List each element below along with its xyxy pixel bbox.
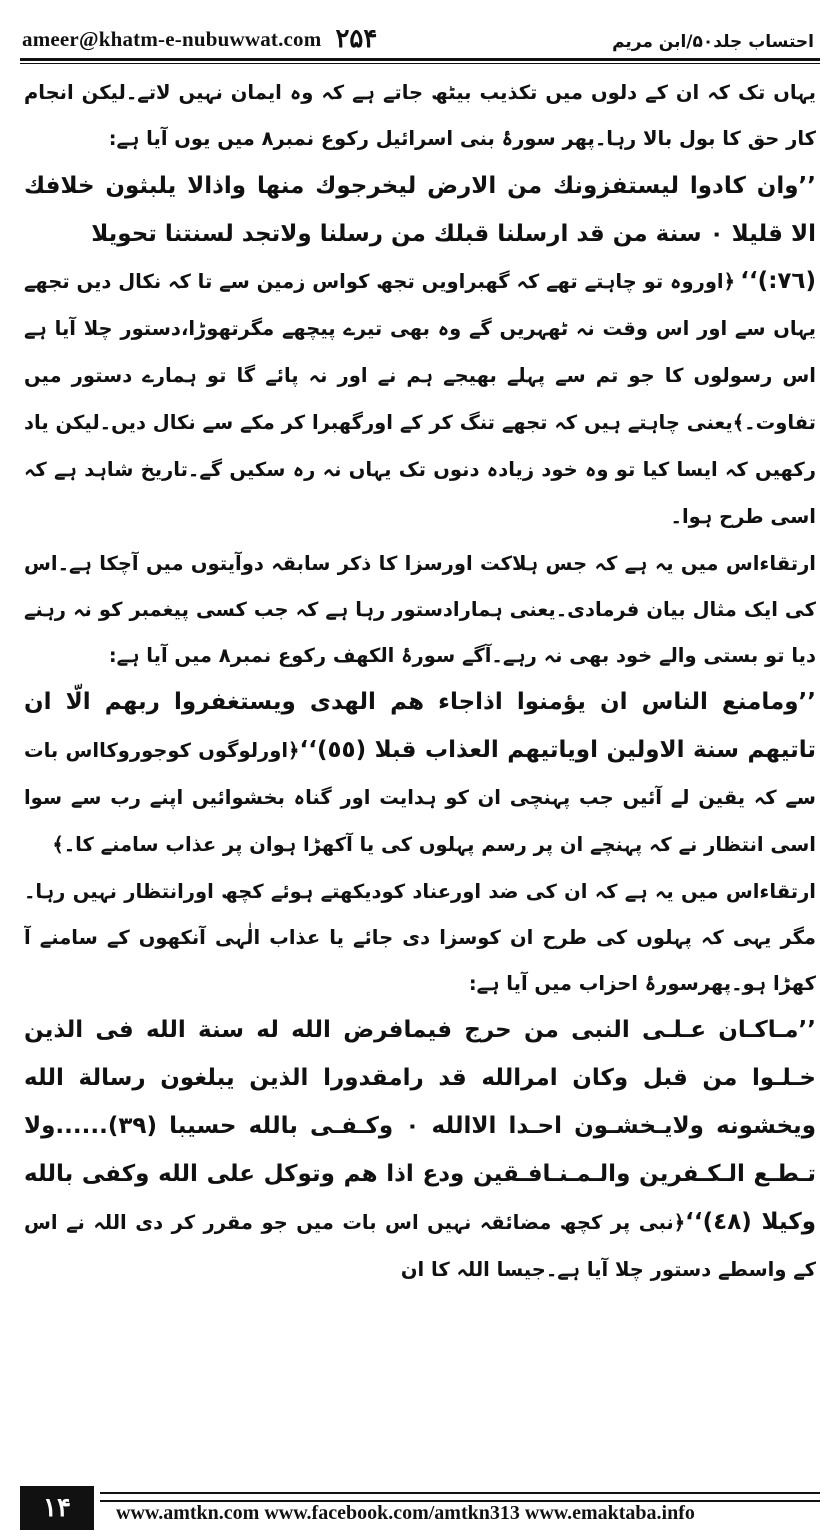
header-page-number: ۲۵۴	[335, 24, 378, 54]
paragraph-6-text: ﴿نبی پر کچھ مضائقہ نہیں اس بات میں جو مقرر کر دی اللہ نے اس کے واسطے دستور چلا آیا ہے۔جیسا اللہ کا ان	[24, 1211, 816, 1281]
arabic-quote-1: ’’وان كادوا ليستفزونك من الارض ليخرجوك منها واذالا يلبثون خلافك الا قليلا ٠ سنة من قد ارسلنا قبلك من رسلنا ولاتجد لسنتنا تحويلا	[24, 173, 816, 247]
paragraph-4-text: ﴿اورلوگوں کوجوروکااس بات سے کہ یقین لے آئیں جب پہنچی ان کو ہدایت اور گناہ بخشوائیں اپنے رب سے سوا اسی انتظار نے کہ پہنچے ان پر رسم پہلوں کی یا آکھڑا ہوان پر عذاب سامنے کا۔﴾	[24, 739, 816, 856]
paragraph-4	[24, 679, 816, 869]
arabic-quote-2: ’’ومامنع الناس ان يؤمنوا اذاجاء هم الهدى ويستغفروا ربهم الّا ان تاتيهم سنة الاولين اوياتيهم العذاب قبلا (٥٥)‘‘	[24, 689, 816, 763]
footer-links: www.amtkn.com www.facebook.com/amtkn313 www.emaktaba.info	[116, 1502, 695, 1524]
page-footer	[20, 1486, 820, 1530]
paragraph-6	[24, 1007, 816, 1294]
header-email: ameer@khatm-e-nubuwwat.com	[22, 27, 322, 51]
arabic-quote-1-reference: (٧٦:)‘‘	[740, 268, 816, 294]
page-body	[24, 70, 816, 1465]
paragraph-1: یہاں تک کہ ان کے دلوں میں تکذیب بیٹھ جاتے ہے کہ وہ ایمان نہیں لاتے۔لیکن انجام کار حق کا بول بالا رہا۔پھر سورۂ بنی اسرائیل رکوع نمبر۸ میں یوں آیا ہے:	[24, 81, 816, 150]
paragraph-3: ارتقاءاس میں یہ ہے کہ جس ہلاکت اورسزا کا ذکر سابقہ دوآیتوں میں آچکا ہے۔اس کی ایک مثال بیان فرمادی۔یعنی ہمارادستور رہا ہے کہ جب کسی پیغمبر کو نہ رہنے دیا تو بستی والے خود بھی نہ رہے۔آگے سورۂ الکھف رکوع نمبر۸ میں آیا ہے:	[24, 552, 816, 667]
paragraph-2	[24, 258, 816, 541]
arabic-quote-3: ’’مـاكـان عـلـى النبى من حرج فيمافرض الله له سنة الله فى الذين خـلـوا من قبل وكان امرالله قد رامقدورا الذين يبلغون رسالة الله ويخشونه ولايـخشـون احـدا الاالله ٠ وكـفـى بالله حسيبا (٣٩)......ولا تـطـع الـكـفرين والـمـنـافـقين ودع اذا هم وتوكل على الله وكفى بالله وكيلا (٤٨)‘‘	[24, 1017, 816, 1235]
footer-page-box: ۱۴	[20, 1486, 94, 1530]
header-left	[22, 26, 377, 52]
page-header	[22, 10, 814, 52]
paragraph-2-text: ﴿اوروہ تو چاہتے تھے کہ گھبراویں تجھ کواس زمین سے تا کہ نکال دیں تجھے یہاں سے اور اس وقت نہ ٹھہریں گے وہ بھی تیرے پیچھے مگرتھوڑا،دستور چلا آیا ہے اس رسولوں کا جو تم سے پہلے بھیجے ہم نے اور نہ پائے گا تو ہمارے دستور میں تفاوت۔﴾یعنی چاہتے ہیں کہ تجھے تنگ کر کے اورگھبرا کر مکے سے نکال دیں۔لیکن یاد رکھیں کہ ایسا کیا تو وہ خود زیادہ دنوں تک یہاں نہ رہ سکیں گے۔تاریخ شاہد ہے کہ اسی طرح ہوا۔	[24, 270, 816, 528]
header-rule	[20, 58, 820, 64]
footer-rule	[100, 1492, 820, 1502]
header-book-title: احتساب جلد۵۰/ابن مریم	[612, 32, 814, 52]
paragraph-5: ارتقاءاس میں یہ ہے کہ ان کی ضد اورعناد کودیکھتے ہوئے کچھ اورانتظار نہیں رہا۔مگر یہی کہ پہلوں کی طرح ان کوسزا دی جائے یا عذاب الٰہی آنکھوں کے سامنے آ کھڑا ہو۔پھرسورۂ احزاب میں آیا ہے:	[24, 880, 816, 995]
